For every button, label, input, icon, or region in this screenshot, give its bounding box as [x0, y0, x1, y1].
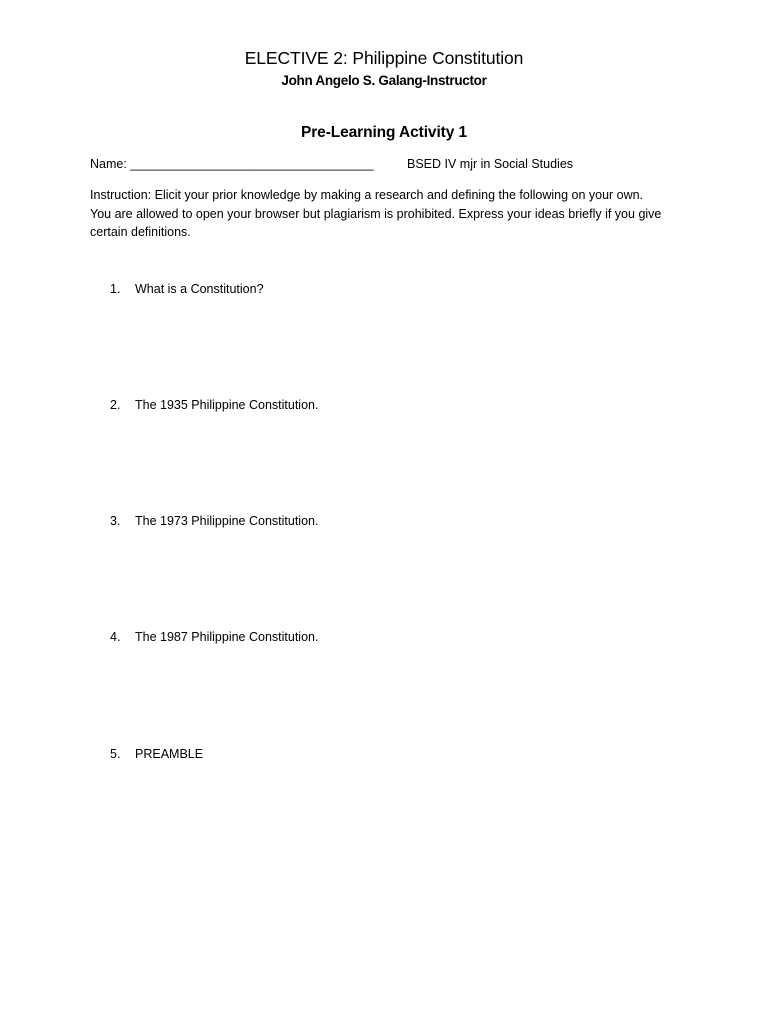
question-text: PREAMBLE	[135, 747, 204, 761]
instruction-paragraph	[90, 186, 690, 242]
question-item-1	[110, 282, 264, 296]
question-number: 2.	[110, 398, 121, 412]
name-field-label: Name: ___________________________________	[90, 157, 374, 171]
question-number: 4.	[110, 630, 121, 644]
document-title: ELECTIVE 2: Philippine Constitution	[244, 48, 524, 68]
question-item-4	[110, 630, 318, 644]
instruction-line: You are allowed to open your browser but plagiarism is prohibited. Express your ideas briefly if you give	[90, 206, 662, 221]
question-text: The 1973 Philippine Constitution.	[135, 514, 319, 528]
instructor-name: John Angelo S. Galang-Instructor	[281, 73, 487, 88]
activity-title: Pre-Learning Activity 1	[301, 124, 467, 141]
program-label: BSED IV mjr in Social Studies	[407, 157, 574, 171]
question-number: 1.	[110, 282, 121, 296]
instruction-line: Instruction: Elicit your prior knowledge by making a research and defining the following on your own.	[90, 188, 644, 202]
question-text: The 1935 Philippine Constitution.	[135, 398, 319, 412]
question-text: What is a Constitution?	[135, 282, 264, 296]
question-item-2	[110, 398, 318, 412]
question-number: 5.	[110, 747, 121, 761]
question-item-3	[110, 514, 318, 528]
question-text: The 1987 Philippine Constitution.	[135, 630, 319, 644]
question-number: 3.	[110, 514, 121, 528]
question-item-5	[110, 747, 203, 761]
instruction-line: certain definitions.	[90, 225, 191, 239]
